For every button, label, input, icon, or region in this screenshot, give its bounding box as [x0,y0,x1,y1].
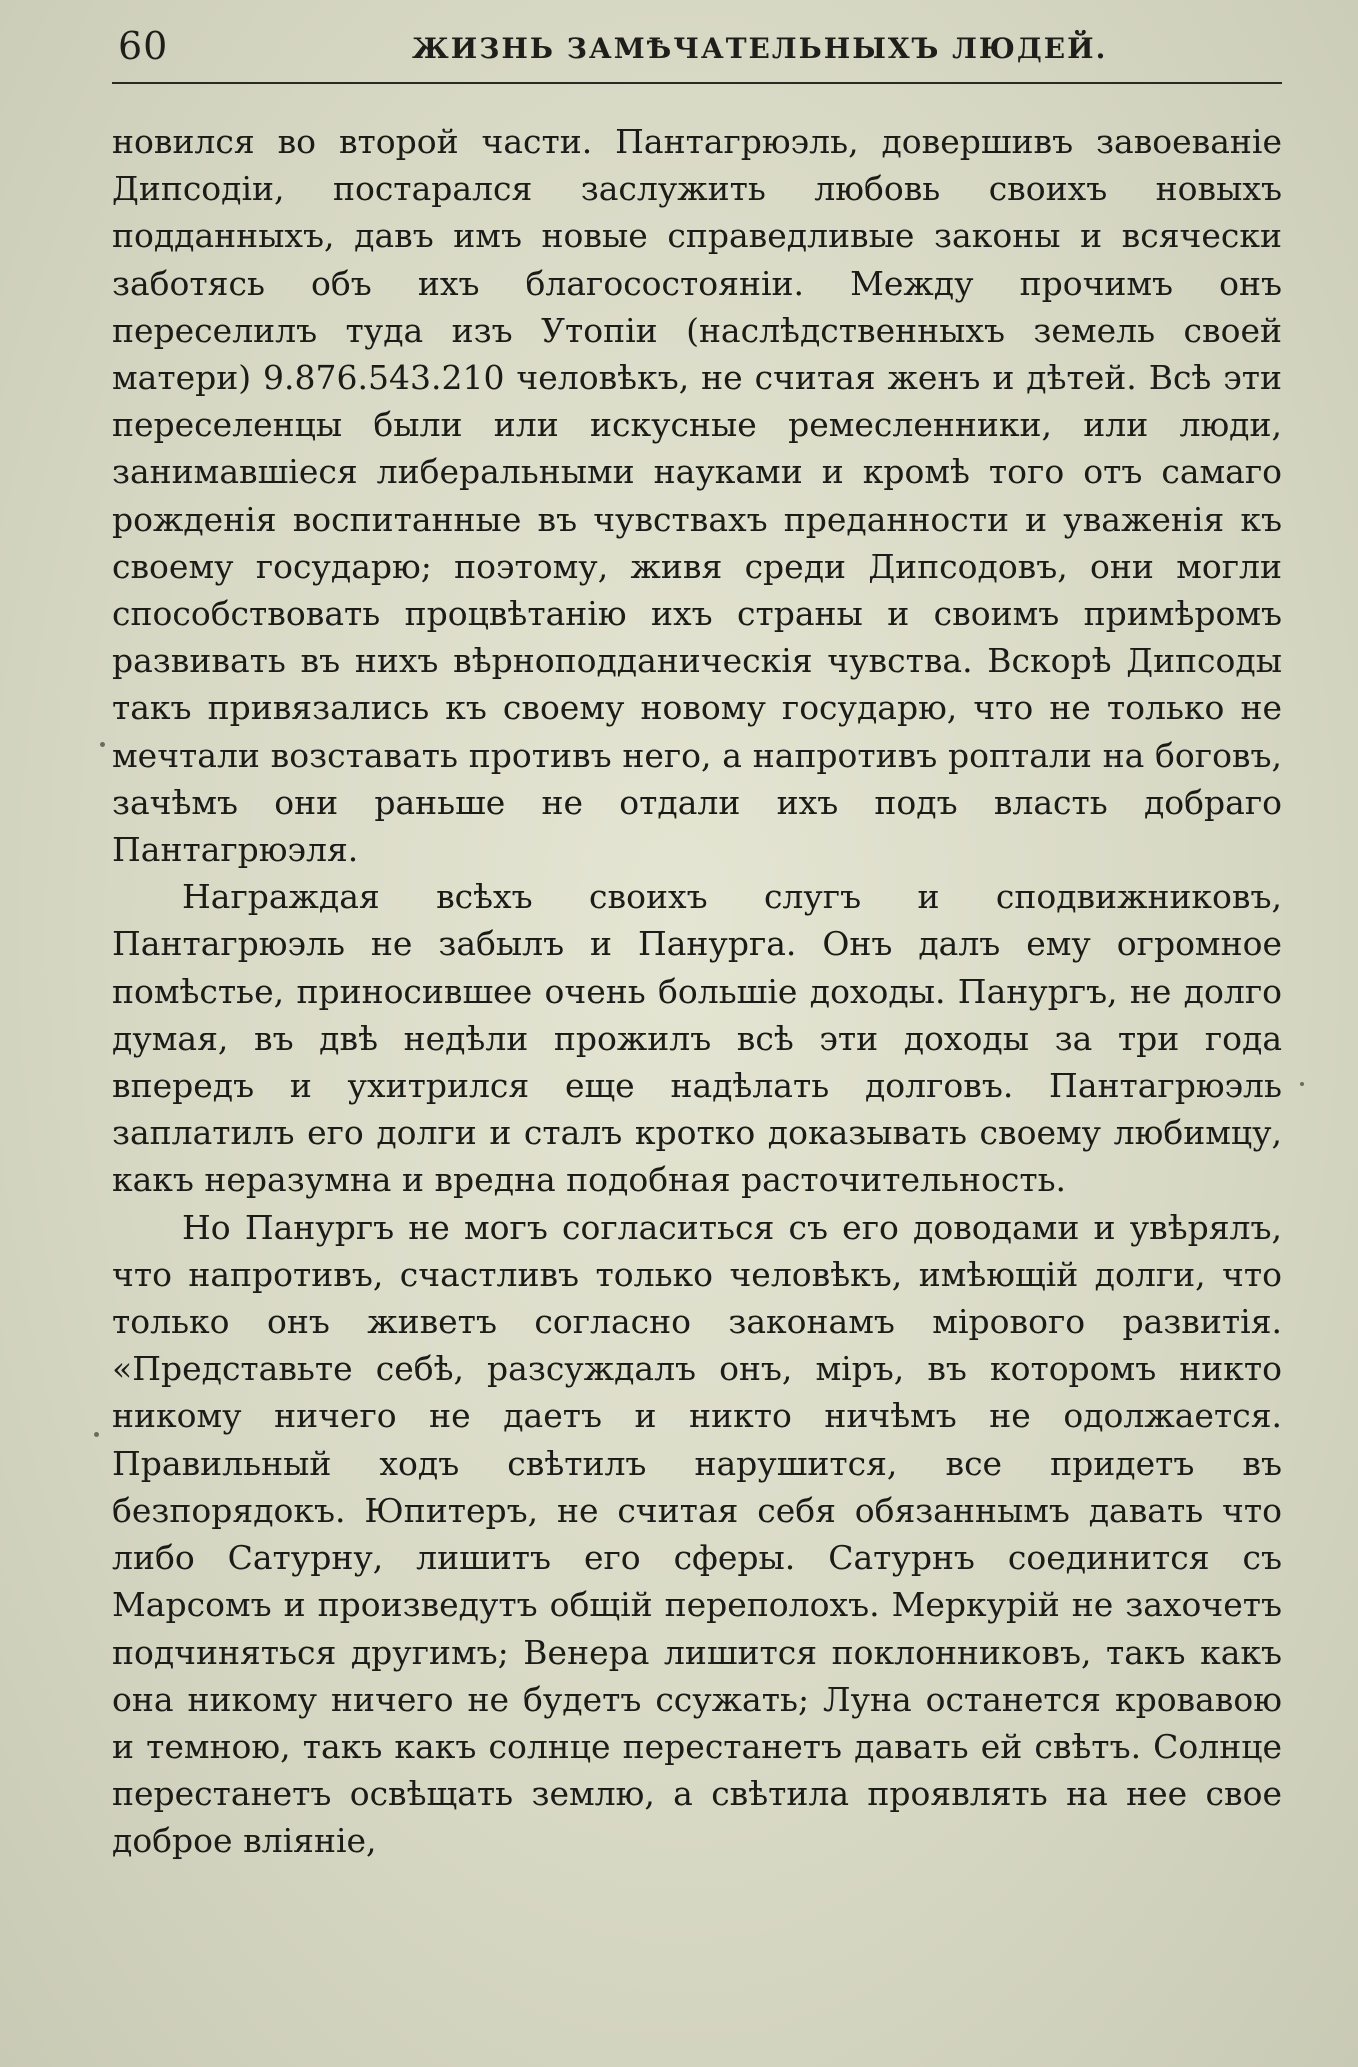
paragraph-1: новился во второй части. Пантагрюэль, довершивъ завоеванiе Дипсодiи, постарался заслужить любовь своихъ новыхъ подданныхъ, давъ имъ новые справедливые законы и всячески заботясь объ ихъ благосостоянiи. Между прочимъ онъ переселилъ туда изъ Утопiи (наслѣдственныхъ земель своей матери) 9.876.543.210 человѣкъ, не считая женъ и дѣтей. Всѣ эти переселенцы были или искусные ремесленники, или люди, занимавшiеся либеральными науками и кромѣ того отъ самаго рожденiя воспитанные въ чувствахъ преданности и уваженiя къ своему государю; поэтому, живя среди Дипсодовъ, они могли способствовать процвѣтанiю ихъ страны и своимъ примѣромъ развивать въ нихъ вѣрноподданическiя чувства. Вскорѣ Дипсоды такъ привязались къ своему новому государю, что не только не мечтали возставать противъ него, а напротивъ роптали на боговъ, зачѣмъ они раньше не отдали ихъ подъ власть добраго Пантагрюэля. [112,122,1282,870]
page-number: 60 [118,24,169,68]
ink-speck [1300,1082,1304,1086]
header-rule [112,82,1282,84]
ink-speck [100,742,105,747]
ink-speck [94,1432,99,1437]
page-header [112,22,1282,84]
body-text [112,118,1282,1865]
paragraph-3: Но Панургъ не могъ согласиться съ его доводами и увѣрялъ, что напротивъ, счастливъ только человѣкъ, имѣющiй долги, что только онъ живетъ согласно законамъ мiрового развитiя. «Представьте себѣ, разсуждалъ онъ, мiръ, въ которомъ никто никому ничего не даетъ и никто ничѣмъ не одолжается. Правильный ходъ свѣтилъ нарушится, все придетъ въ безпорядокъ. Юпитеръ, не считая себя обязаннымъ давать что либо Сатурну, лишитъ его сферы. Сатурнъ соединится съ Марсомъ и произведутъ общiй переполохъ. Меркурiй не захочетъ подчиняться другимъ; Венера лишится поклонниковъ, такъ какъ она никому ничего не будетъ ссужать; Луна останется кровавою и темною, такъ какъ солнце перестанетъ давать ей свѣтъ. Солнце перестанетъ освѣщать землю, а свѣтила проявлять на нее свое доброе влiянiе, [112,1207,1282,1861]
running-head: ЖИЗНЬ ЗАМѢЧАТЕЛЬНЫХЪ ЛЮДЕЙ. [412,32,1108,65]
paragraph-2: Награждая всѣхъ своихъ слугъ и сподвижниковъ, Пантагрюэль не забылъ и Панурга. Онъ далъ ему огромное помѣстье, приносившее очень большiе доходы. Панургъ, не долго думая, въ двѣ недѣли прожилъ всѣ эти доходы за три года впередъ и ухитрился еще надѣлать долговъ. Пантагрюэль заплатилъ его долги и сталъ кротко доказывать своему любимцу, какъ неразумна и вредна подобная расточительность. [112,877,1282,1200]
